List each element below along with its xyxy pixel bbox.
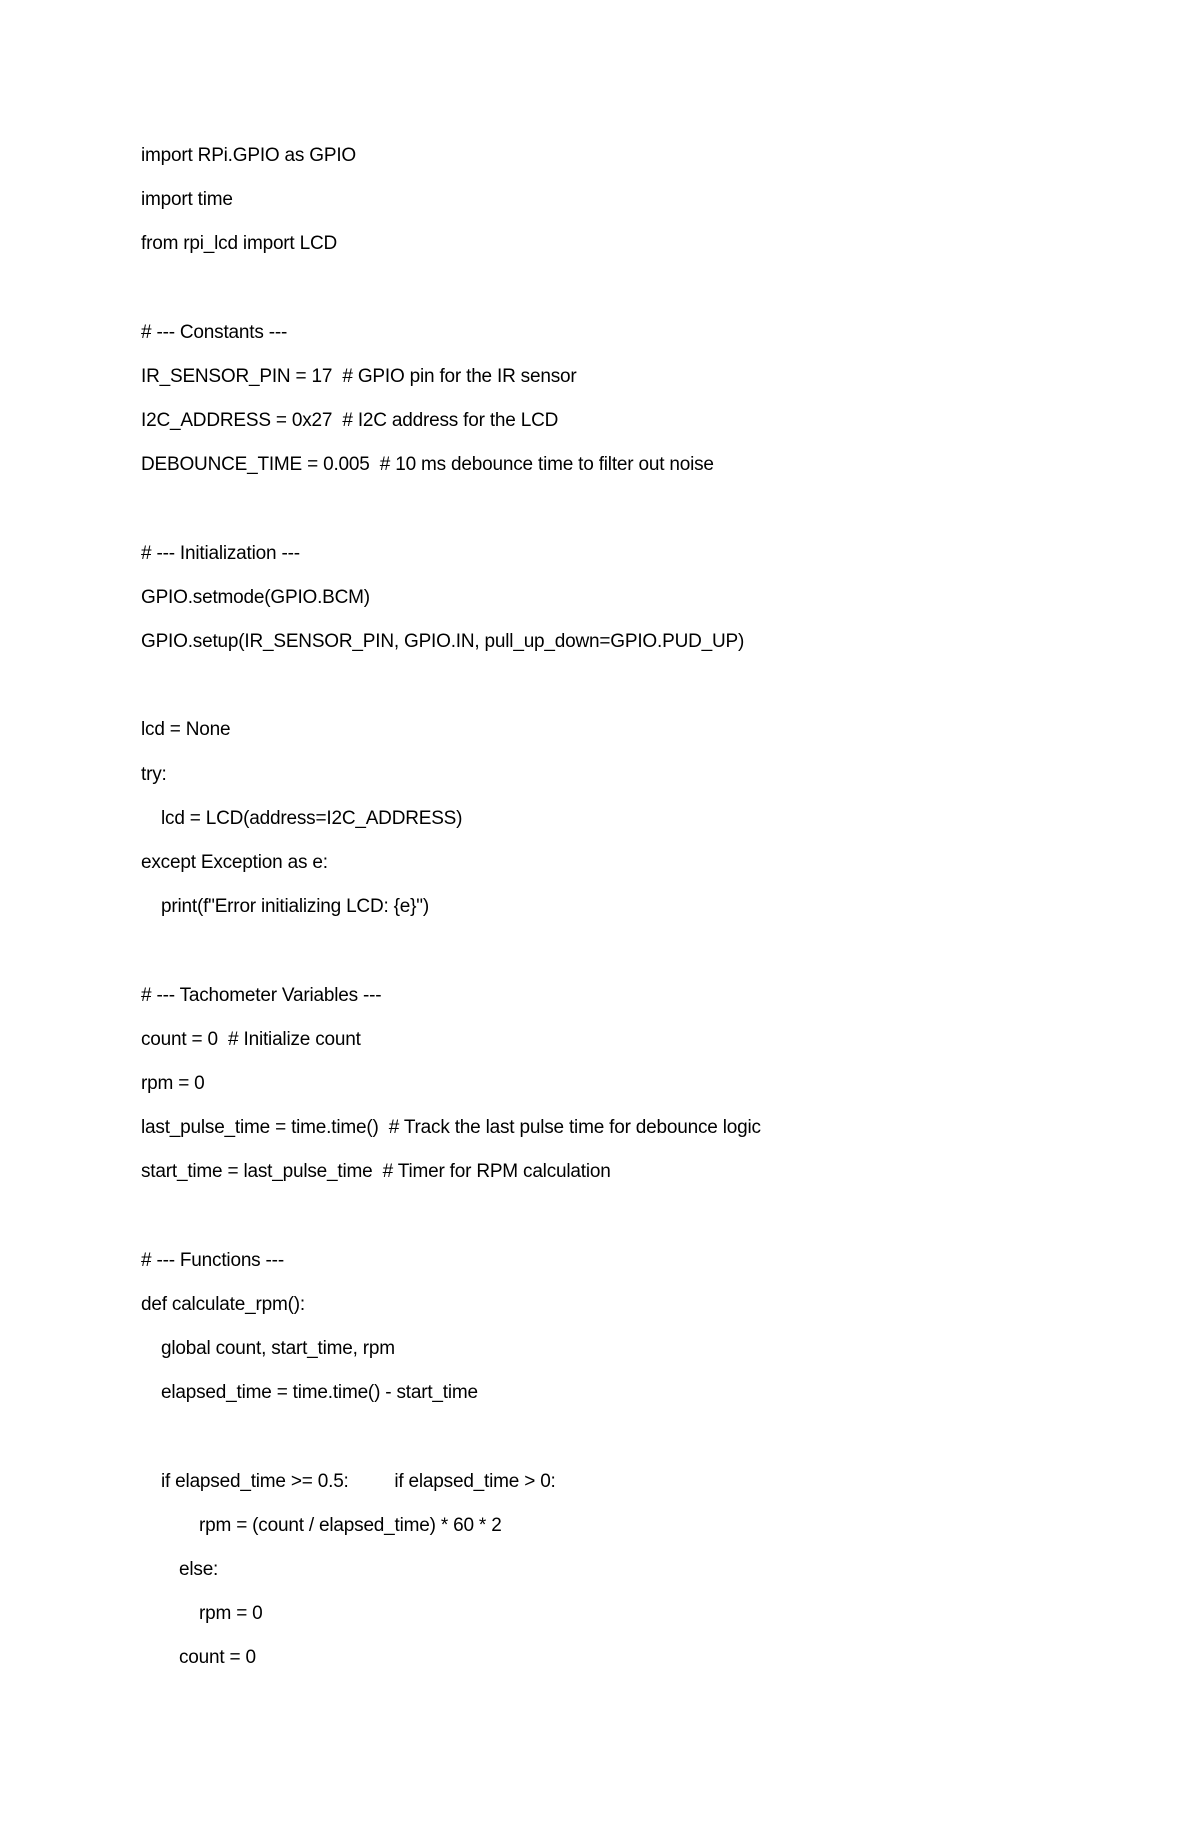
code-line: rpm = 0 — [199, 1603, 263, 1625]
code-line: except Exception as e: — [141, 852, 328, 873]
code-comment: # --- Initialization --- — [141, 542, 300, 564]
code-line: global count, start_time, rpm — [161, 1338, 395, 1360]
blank-line — [141, 664, 1141, 708]
code-line: last_pulse_time = time.time() # Track the last pulse time for debounce logic — [141, 1117, 761, 1139]
code-line: I2C_ADDRESS = 0x27 # I2C address for the LCD — [141, 410, 559, 432]
code-line: start_time = last_pulse_time # Timer for RPM calculation — [141, 1161, 611, 1183]
blank-line — [141, 488, 1141, 532]
code-line: GPIO.setup(IR_SENSOR_PIN, GPIO.IN, pull_up_down=GPIO.PUD_UP) — [141, 631, 745, 653]
document-body — [141, 134, 1141, 1681]
code-line: from rpi_lcd import LCD — [141, 233, 338, 255]
code-line: if elapsed_time >= 0.5: if elapsed_time > 0: — [161, 1470, 556, 1492]
blank-line — [141, 1415, 1141, 1459]
code-line: IR_SENSOR_PIN = 17 # GPIO pin for the IR sensor — [141, 365, 577, 387]
code-comment: # --- Functions --- — [141, 1249, 284, 1271]
code-line: GPIO.setmode(GPIO.BCM) — [141, 586, 370, 608]
code-line: rpm = (count / elapsed_time) * 60 * 2 — [199, 1514, 502, 1536]
code-line: try: — [141, 763, 167, 785]
code-line: count = 0 # Initialize count — [141, 1028, 361, 1050]
blank-line — [141, 1195, 1141, 1239]
code-line: lcd = LCD(address=I2C_ADDRESS) — [161, 807, 463, 829]
code-line: print(f"Error initializing LCD: {e}") — [161, 896, 429, 918]
code-line: lcd = None — [141, 719, 231, 741]
code-line: rpm = 0 — [141, 1072, 205, 1094]
code-line: elapsed_time = time.time() - start_time — [161, 1382, 478, 1404]
code-comment: # --- Tachometer Variables --- — [141, 984, 382, 1006]
code-line: count = 0 — [179, 1647, 256, 1669]
blank-line — [141, 929, 1141, 973]
code-line: else: — [179, 1559, 219, 1580]
code-line: import time — [141, 189, 233, 211]
blank-line — [141, 267, 1141, 311]
code-comment: # --- Constants --- — [141, 321, 288, 343]
code-line: import RPi.GPIO as GPIO — [141, 145, 357, 166]
code-line: def calculate_rpm(): — [141, 1293, 305, 1315]
code-line: DEBOUNCE_TIME = 0.005 # 10 ms debounce time to filter out noise — [141, 454, 714, 476]
